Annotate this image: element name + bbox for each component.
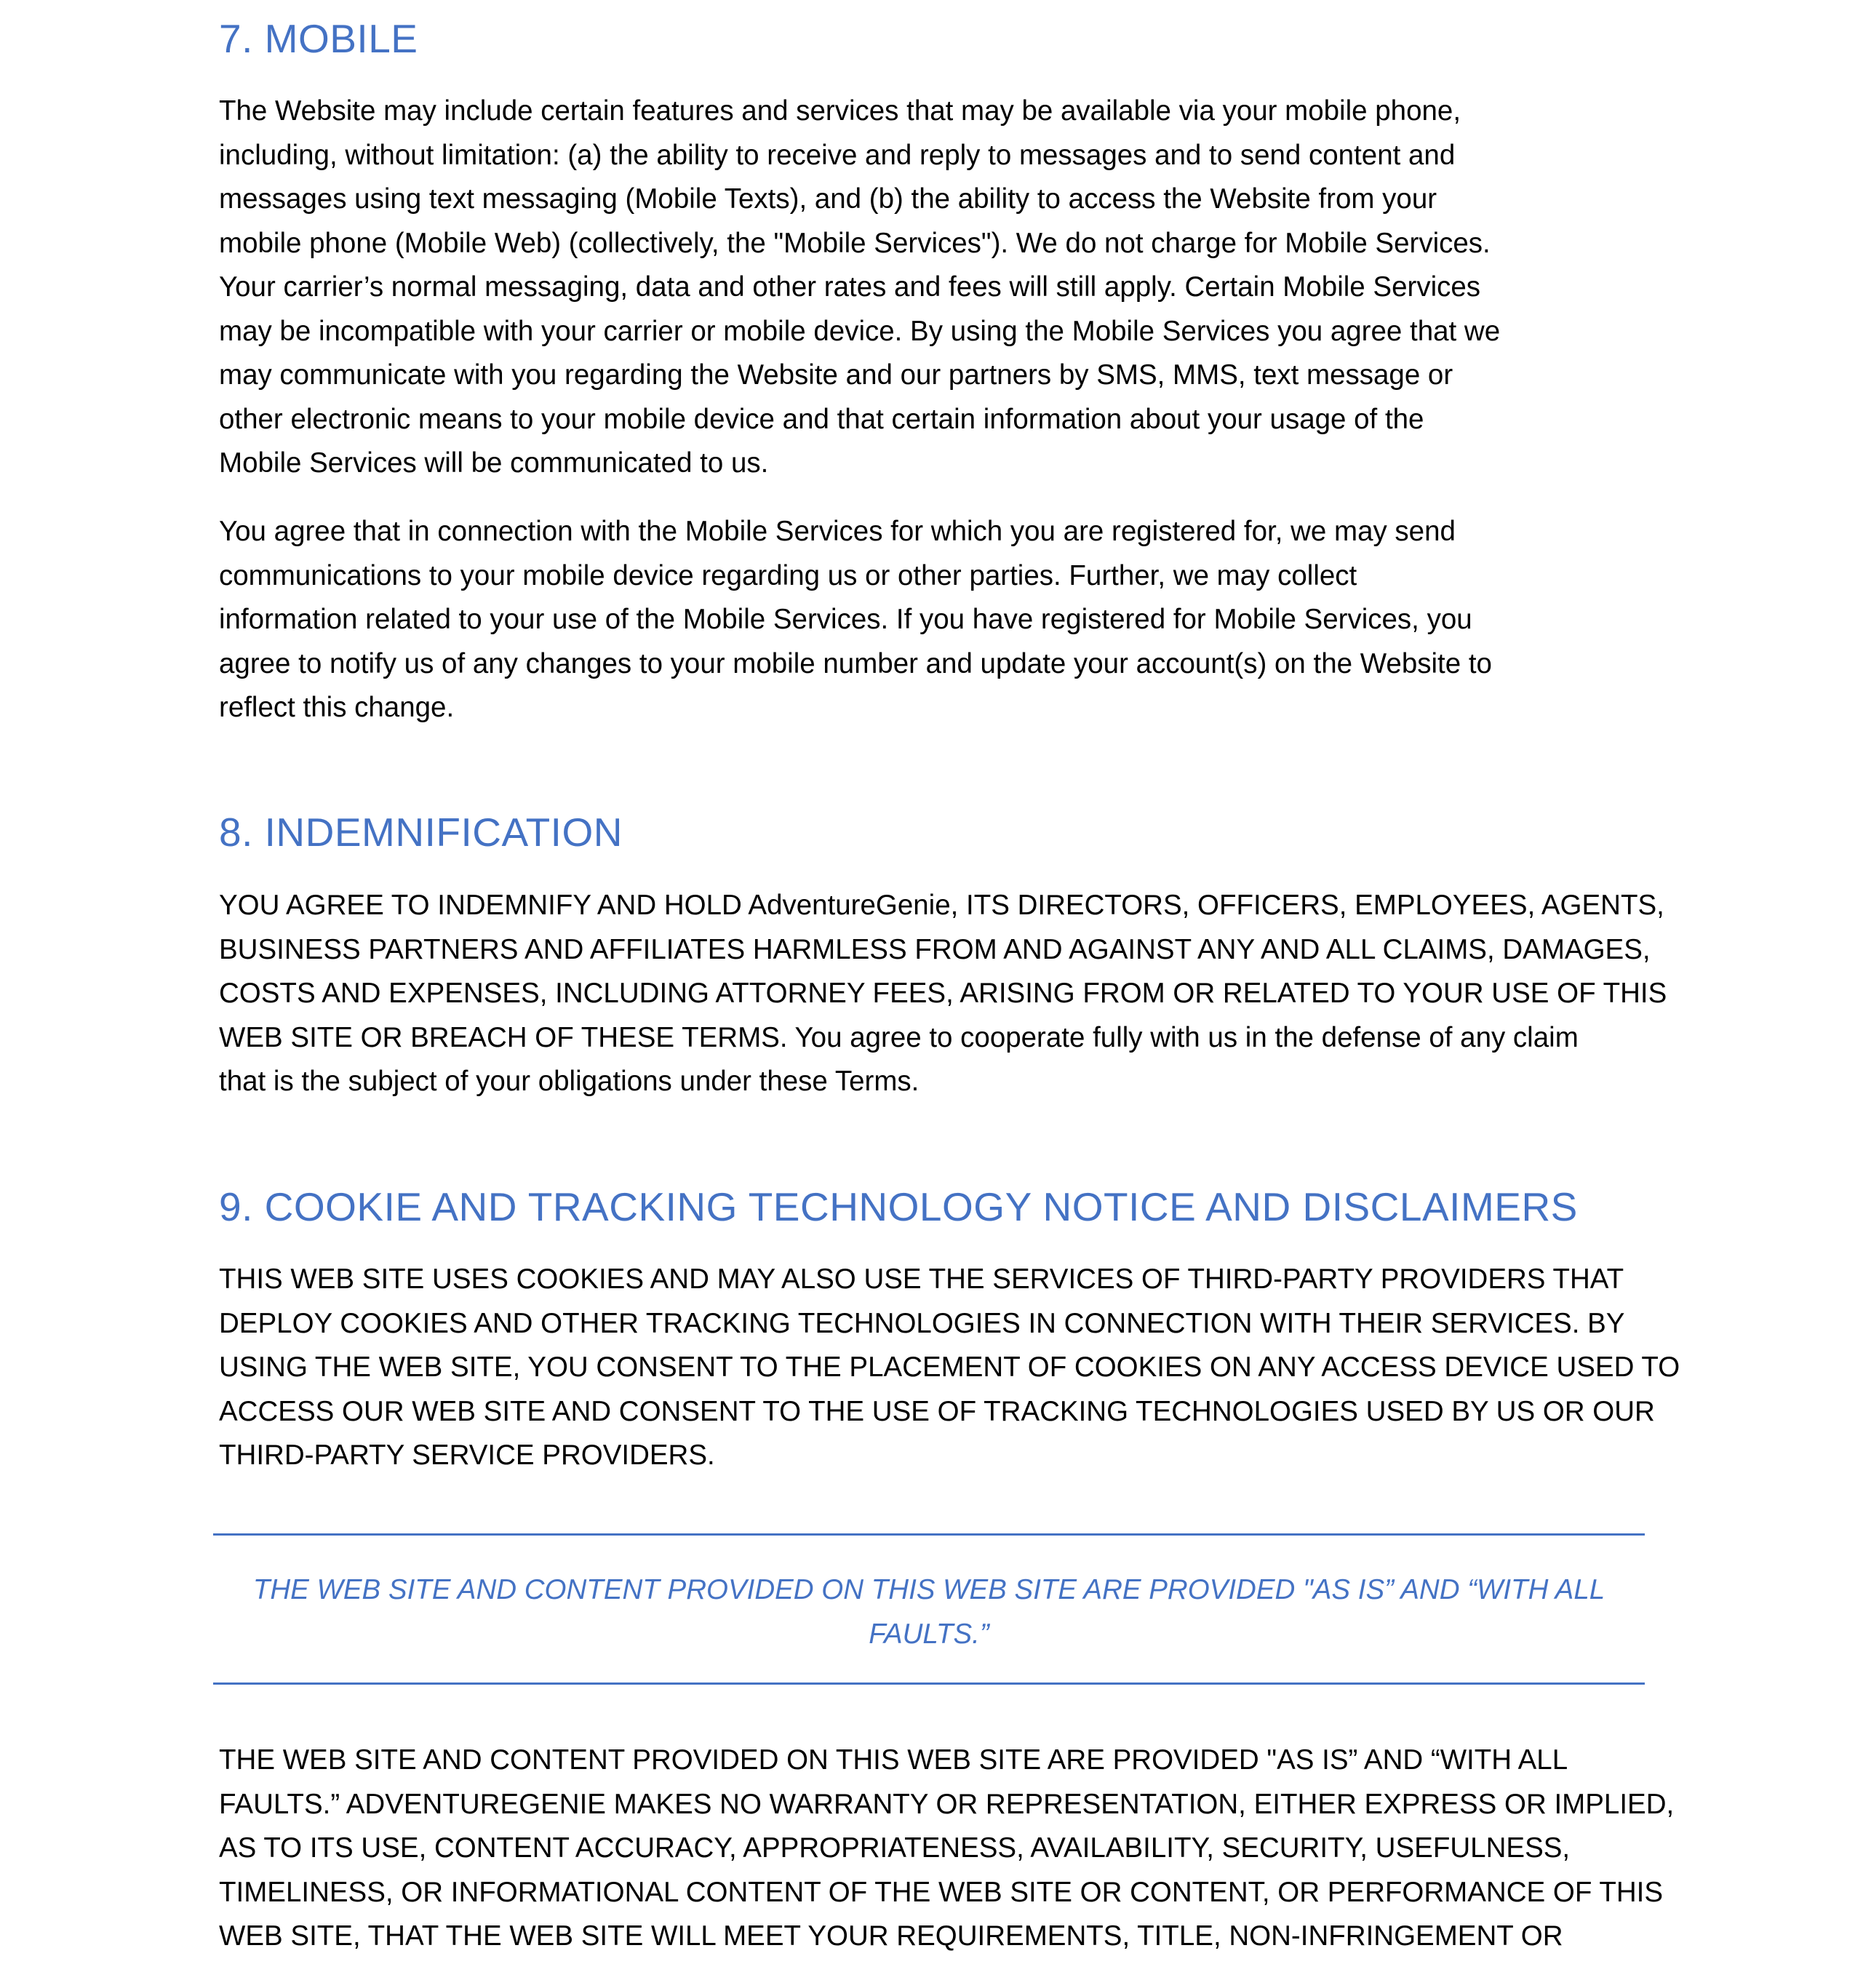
- text-line: may communicate with you regarding the Website and our partners by SMS, MMS, text message or: [219, 359, 1453, 391]
- text-line: may be incompatible with your carrier or mobile device. By using the Mobile Services you agree that we: [219, 315, 1501, 347]
- mobile-paragraph-2: [219, 510, 1492, 730]
- text-line: agree to notify us of any changes to your mobile number and update your account(s) on the Website to: [219, 647, 1492, 679]
- text-line: THE WEB SITE AND CONTENT PROVIDED ON THIS WEB SITE ARE PROVIDED "AS IS” AND “WITH ALL: [219, 1744, 1568, 1776]
- text-line: that is the subject of your obligations under these Terms.: [219, 1066, 919, 1097]
- text-line: ACCESS OUR WEB SITE AND CONSENT TO THE USE OF TRACKING TECHNOLOGIES USED BY US OR OUR: [219, 1395, 1655, 1427]
- quote-top-divider: [213, 1533, 1645, 1536]
- text-line: DEPLOY COOKIES AND OTHER TRACKING TECHNOLOGIES IN CONNECTION WITH THEIR SERVICES. BY: [219, 1307, 1625, 1339]
- mobile-paragraph-1: [219, 89, 1500, 486]
- quote-line: THE WEB SITE AND CONTENT PROVIDED ON THIS WEB SITE ARE PROVIDED "AS IS” AND “WITH ALL: [252, 1574, 1605, 1605]
- text-line: BUSINESS PARTNERS AND AFFILIATES HARMLESS FROM AND AGAINST ANY AND ALL CLAIMS, DAMAGES,: [219, 933, 1651, 965]
- text-line: WEB SITE OR BREACH OF THESE TERMS. You agree to cooperate fully with us in the defense of any claim: [219, 1021, 1579, 1053]
- text-line: YOU AGREE TO INDEMNIFY AND HOLD AdventureGenie, ITS DIRECTORS, OFFICERS, EMPLOYEES, AGENTS,: [219, 890, 1664, 921]
- quote-bottom-divider: [213, 1682, 1645, 1685]
- text-line: including, without limitation: (a) the ability to receive and reply to messages and to send content and: [219, 139, 1456, 171]
- text-line: AS TO ITS USE, CONTENT ACCURACY, APPROPRIATENESS, AVAILABILITY, SECURITY, USEFULNESS,: [219, 1832, 1571, 1864]
- text-line: communications to your mobile device regarding us or other parties. Further, we may collect: [219, 559, 1357, 591]
- text-line: The Website may include certain features and services that may be available via your mobile phone,: [219, 95, 1461, 127]
- text-line: You agree that in connection with the Mobile Services for which you are registered for, we may send: [219, 516, 1456, 547]
- text-line: other electronic means to your mobile device and that certain information about your usage of the: [219, 403, 1424, 435]
- text-line: messages using text messaging (Mobile Texts), and (b) the ability to access the Website from your: [219, 183, 1437, 215]
- text-line: information related to your use of the Mobile Services. If you have registered for Mobile Services, you: [219, 604, 1472, 635]
- section-heading-cookie-notice: 9. COOKIE AND TRACKING TECHNOLOGY NOTICE AND DISCLAIMERS: [219, 1184, 1578, 1229]
- text-line: THIRD-PARTY SERVICE PROVIDERS.: [219, 1440, 715, 1471]
- text-line: reflect this change.: [219, 692, 455, 723]
- intense-quote: [213, 1568, 1645, 1656]
- section-heading-indemnification: 8. INDEMNIFICATION: [219, 810, 623, 855]
- text-line: WEB SITE, THAT THE WEB SITE WILL MEET YOUR REQUIREMENTS, TITLE, NON-INFRINGEMENT OR: [219, 1920, 1563, 1952]
- quote-line: FAULTS.”: [869, 1618, 989, 1650]
- section-heading-mobile: 7. MOBILE: [219, 16, 418, 61]
- cookie-paragraph: [219, 1258, 1680, 1478]
- text-line: Your carrier’s normal messaging, data and other rates and fees will still apply. Certain Mobile Services: [219, 271, 1481, 303]
- text-line: COSTS AND EXPENSES, INCLUDING ATTORNEY FEES, ARISING FROM OR RELATED TO YOUR USE OF THIS: [219, 978, 1667, 1009]
- warranty-disclaimer-paragraph: [219, 1738, 1674, 1959]
- text-line: USING THE WEB SITE, YOU CONSENT TO THE PLACEMENT OF COOKIES ON ANY ACCESS DEVICE USED TO: [219, 1352, 1680, 1383]
- text-line: FAULTS.” ADVENTUREGENIE MAKES NO WARRANTY OR REPRESENTATION, EITHER EXPRESS OR IMPLIED,: [219, 1788, 1675, 1820]
- text-line: TIMELINESS, OR INFORMATIONAL CONTENT OF THE WEB SITE OR CONTENT, OR PERFORMANCE OF THIS: [219, 1876, 1664, 1908]
- text-line: mobile phone (Mobile Web) (collectively, the "Mobile Services"). We do not charge for Mobile Services.: [219, 227, 1491, 259]
- text-line: THIS WEB SITE USES COOKIES AND MAY ALSO USE THE SERVICES OF THIRD-PARTY PROVIDERS THAT: [219, 1264, 1624, 1295]
- indemnification-paragraph: [219, 884, 1667, 1104]
- text-line: Mobile Services will be communicated to us.: [219, 447, 769, 479]
